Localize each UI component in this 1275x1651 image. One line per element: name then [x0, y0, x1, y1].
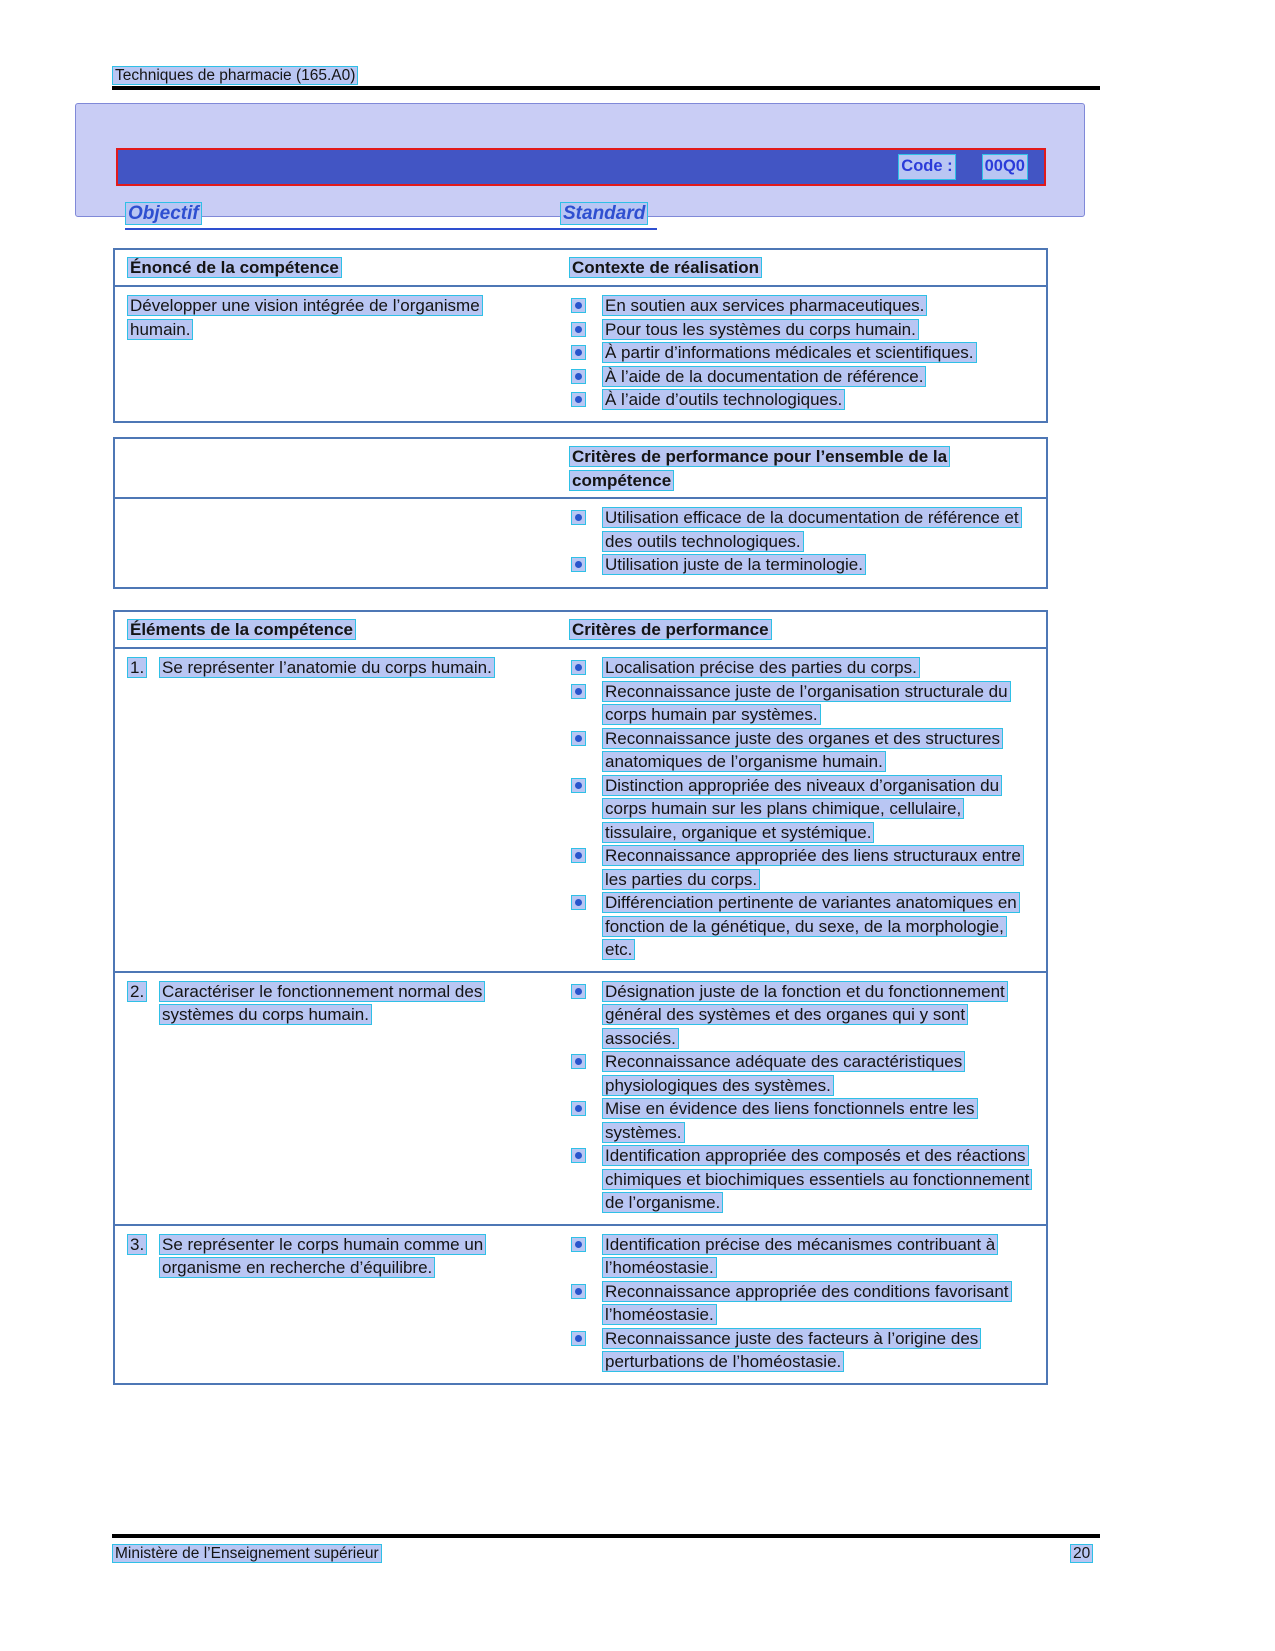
list-item [569, 1097, 1034, 1144]
table-enonce-contexte [113, 248, 1048, 423]
criteria-item: Reconnaissance appropriée des liens structuraux entre les parties du corps. [602, 845, 1024, 890]
list-item [569, 506, 1034, 553]
table2-body-row [115, 499, 1046, 587]
list-item [569, 341, 1034, 365]
list-item [569, 656, 1034, 680]
table3-row-2 [115, 971, 1046, 1224]
list-item [569, 294, 1034, 318]
context-item: En soutien aux services pharmaceutiques. [602, 295, 927, 316]
list-item [569, 1144, 1034, 1215]
table-elements-criteres [113, 610, 1048, 1385]
list-item [569, 388, 1034, 412]
context-item: À l’aide d’outils technologiques. [602, 389, 845, 410]
criteria-item: Désignation juste de la fonction et du fonctionnement général des systèmes et des organes qui y sont associés. [602, 981, 1008, 1049]
bullet-icon [571, 778, 586, 793]
bullet-icon [571, 369, 586, 384]
table1-body-row [115, 287, 1046, 421]
title-banner [75, 103, 1085, 217]
element-number: 3. [127, 1234, 147, 1255]
bullet-icon [571, 848, 586, 863]
competence-statement-wrap [127, 294, 545, 341]
context-item: À partir d’informations médicales et scientifiques. [602, 342, 977, 363]
ensemble-criteria-cell [557, 499, 1046, 587]
bullet-icon [571, 1101, 586, 1116]
bullet-icon [571, 298, 586, 313]
criteria-item: Distinction appropriée des niveaux d’organisation du corps humain sur les plans chimique, cellulaire, tissulaire, organique et systémique. [602, 775, 1002, 843]
competence-statement: Développer une vision intégrée de l’organisme humain. [127, 295, 483, 340]
bullet-icon [571, 1054, 586, 1069]
criteria-cell [557, 973, 1046, 1224]
list-item [569, 844, 1034, 891]
page-number-label: 20 [1070, 1544, 1093, 1563]
element-cell [115, 973, 557, 1224]
footer-ministry [112, 1542, 382, 1566]
heading-objectif [125, 202, 202, 226]
context-item: À l’aide de la documentation de référence. [602, 366, 926, 387]
bullet-icon [571, 322, 586, 337]
table2-empty-cell [115, 499, 557, 587]
criteria-item: Reconnaissance juste de l’organisation structurale du corps humain par systèmes. [602, 681, 1011, 726]
element-text: Caractériser le fonctionnement normal des systèmes du corps humain. [159, 981, 485, 1026]
footer-ministry-label: Ministère de l’Enseignement supérieur [112, 1544, 382, 1563]
criteria-item: Reconnaissance juste des facteurs à l’origine des perturbations de l’homéostasie. [602, 1328, 981, 1373]
bullet-icon [571, 731, 586, 746]
list-item [569, 1327, 1034, 1374]
context-list-cell [557, 287, 1046, 421]
bullet-icon [571, 1237, 586, 1252]
competence-statement-cell [115, 287, 557, 421]
criteria-item: Différenciation pertinente de variantes anatomiques en fonction de la génétique, du sexe, de la morphologie, etc. [602, 892, 1020, 960]
bullet-icon [571, 984, 586, 999]
list-item [569, 1050, 1034, 1097]
table1-col2-header: Contexte de réalisation [569, 257, 762, 278]
criteria-item: Identification précise des mécanismes contribuant à l’homéostasie. [602, 1234, 998, 1279]
table-criteres-ensemble [113, 437, 1048, 589]
context-item: Pour tous les systèmes du corps humain. [602, 319, 919, 340]
bullet-icon [571, 1148, 586, 1163]
table3-col2-header-cell [557, 612, 1046, 647]
bullet-icon [571, 895, 586, 910]
list-item [569, 553, 1034, 577]
table2-col2-header-cell [557, 439, 1046, 497]
table3-row-1 [115, 649, 1046, 971]
document-header-title: Techniques de pharmacie (165.A0) [112, 66, 358, 85]
heading-objectif-label: Objectif [125, 202, 202, 225]
list-item [569, 1280, 1034, 1327]
table1-col1-header: Énoncé de la compétence [127, 257, 342, 278]
list-item [569, 680, 1034, 727]
element-cell [115, 649, 557, 971]
table3-col2-header: Critères de performance [569, 619, 772, 640]
bullet-icon [571, 510, 586, 525]
list-item [569, 774, 1034, 845]
table2-header: Critères de performance pour l’ensemble de la compétence [569, 446, 950, 491]
element-cell [115, 1226, 557, 1383]
element-text: Se représenter l’anatomie du corps humain. [159, 657, 495, 678]
table1-col1-header-cell [115, 250, 557, 285]
bullet-icon [571, 1284, 586, 1299]
heading-standard-label: Standard [560, 202, 648, 225]
element-number: 1. [127, 657, 147, 678]
table1-col2-header-cell [557, 250, 1046, 285]
section-headings [125, 202, 657, 230]
table2-header-row [115, 439, 1046, 499]
bullet-icon [571, 1331, 586, 1346]
table3-col1-header-cell [115, 612, 557, 647]
criteria-item: Mise en évidence des liens fonctionnels entre les systèmes. [602, 1098, 978, 1143]
list-item [569, 1233, 1034, 1280]
bullet-icon [571, 557, 586, 572]
criteria-item: Identification appropriée des composés et des réactions chimiques et biochimiques essentiels au fonctionnement de l’organisme. [602, 1145, 1032, 1213]
page-number [1070, 1542, 1093, 1566]
criteria-item: Utilisation juste de la terminologie. [602, 554, 866, 575]
bullet-icon [571, 392, 586, 407]
list-item [569, 980, 1034, 1051]
list-item [569, 318, 1034, 342]
criteria-item: Reconnaissance juste des organes et des structures anatomiques de l’organisme humain. [602, 728, 1003, 773]
header-rule [112, 86, 1100, 90]
table3-col1-header: Éléments de la compétence [127, 619, 356, 640]
table3-header-row [115, 612, 1046, 649]
criteria-cell [557, 1226, 1046, 1383]
table2-col1-header-cell [115, 439, 557, 497]
element-number: 2. [127, 981, 147, 1002]
code-label: Code : [898, 154, 955, 180]
list-item [569, 727, 1034, 774]
footer-rule [112, 1534, 1100, 1538]
title-banner-bar [116, 148, 1046, 186]
element-text: Se représenter le corps humain comme un organisme en recherche d’équilibre. [159, 1234, 486, 1279]
code-value: 00Q0 [982, 154, 1028, 180]
criteria-item: Utilisation efficace de la documentation de référence et des outils technologiques. [602, 507, 1022, 552]
list-item [569, 891, 1034, 962]
criteria-item: Localisation précise des parties du corps. [602, 657, 920, 678]
criteria-item: Reconnaissance appropriée des conditions favorisant l’homéostasie. [602, 1281, 1012, 1326]
criteria-cell [557, 649, 1046, 971]
list-item [569, 365, 1034, 389]
document-header [112, 64, 358, 88]
heading-standard [560, 202, 648, 226]
bullet-icon [571, 345, 586, 360]
bullet-icon [571, 660, 586, 675]
criteria-item: Reconnaissance adéquate des caractéristiques physiologiques des systèmes. [602, 1051, 965, 1096]
table1-header-row [115, 250, 1046, 287]
bullet-icon [571, 684, 586, 699]
table3-row-3 [115, 1224, 1046, 1383]
